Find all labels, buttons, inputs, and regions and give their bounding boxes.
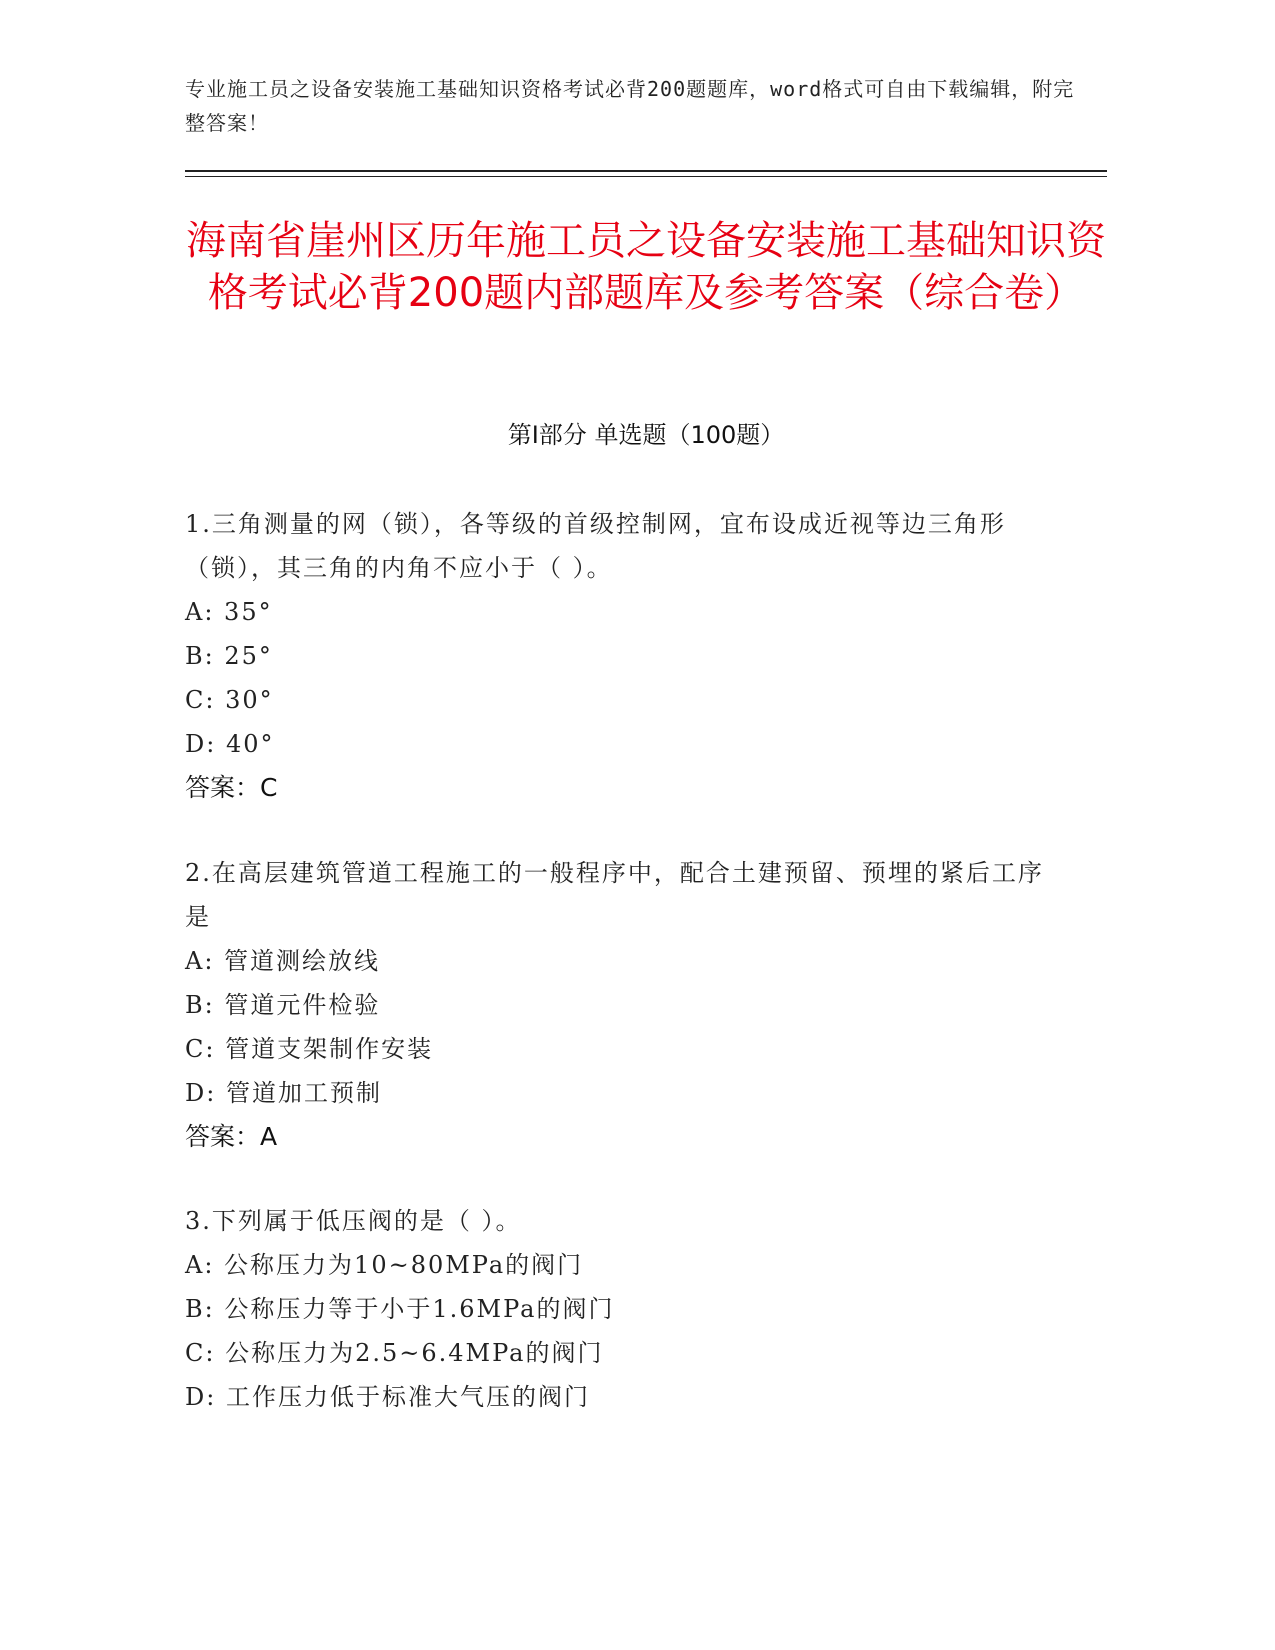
question-3 xyxy=(185,1199,1045,1419)
question-1 xyxy=(185,502,1045,810)
option-b: B: 25° xyxy=(185,642,273,670)
answer-line: 答案：A xyxy=(185,1122,278,1151)
section-heading: 第Ⅰ部分 单选题（100题） xyxy=(507,421,785,449)
header-rule-thick xyxy=(185,170,1107,172)
option-b: B: 公称压力等于小于1.6MPa的阀门 xyxy=(185,1295,615,1323)
question-2 xyxy=(185,851,1045,1159)
option-d: D: 工作压力低于标准大气压的阀门 xyxy=(185,1383,590,1411)
option-b: B: 管道元件检验 xyxy=(185,991,381,1019)
option-c: C: 管道支架制作安装 xyxy=(185,1035,434,1063)
question-text: 3.下列属于低压阀的是（ ）。 xyxy=(185,1207,522,1235)
option-c: C: 公称压力为2.5~6.4MPa的阀门 xyxy=(185,1339,604,1367)
option-d: D: 管道加工预制 xyxy=(185,1079,382,1107)
option-a: A: 35° xyxy=(185,598,273,626)
document-title: 海南省崖州区历年施工员之设备安装施工基础知识资格考试必背200题内部题库及参考答案（综合卷） xyxy=(186,218,1106,316)
option-c: C: 30° xyxy=(185,686,274,714)
option-a: A: 公称压力为10~80MPa的阀门 xyxy=(185,1251,584,1279)
option-a: A: 管道测绘放线 xyxy=(185,947,381,975)
option-d: D: 40° xyxy=(185,730,275,758)
header-note: 专业施工员之设备安装施工基础知识资格考试必背200题题库，word格式可自由下载编辑，附完整答案！ xyxy=(185,77,1075,135)
answer-line: 答案：C xyxy=(185,773,278,802)
question-text: 2.在高层建筑管道工程施工的一般程序中，配合土建预留、预埋的紧后工序是 xyxy=(185,859,1044,931)
header-rule-thin xyxy=(185,176,1107,177)
question-text: 1.三角测量的网（锁），各等级的首级控制网，宜布设成近视等边三角形（锁），其三角的内角不应小于（ ）。 xyxy=(185,510,1006,582)
